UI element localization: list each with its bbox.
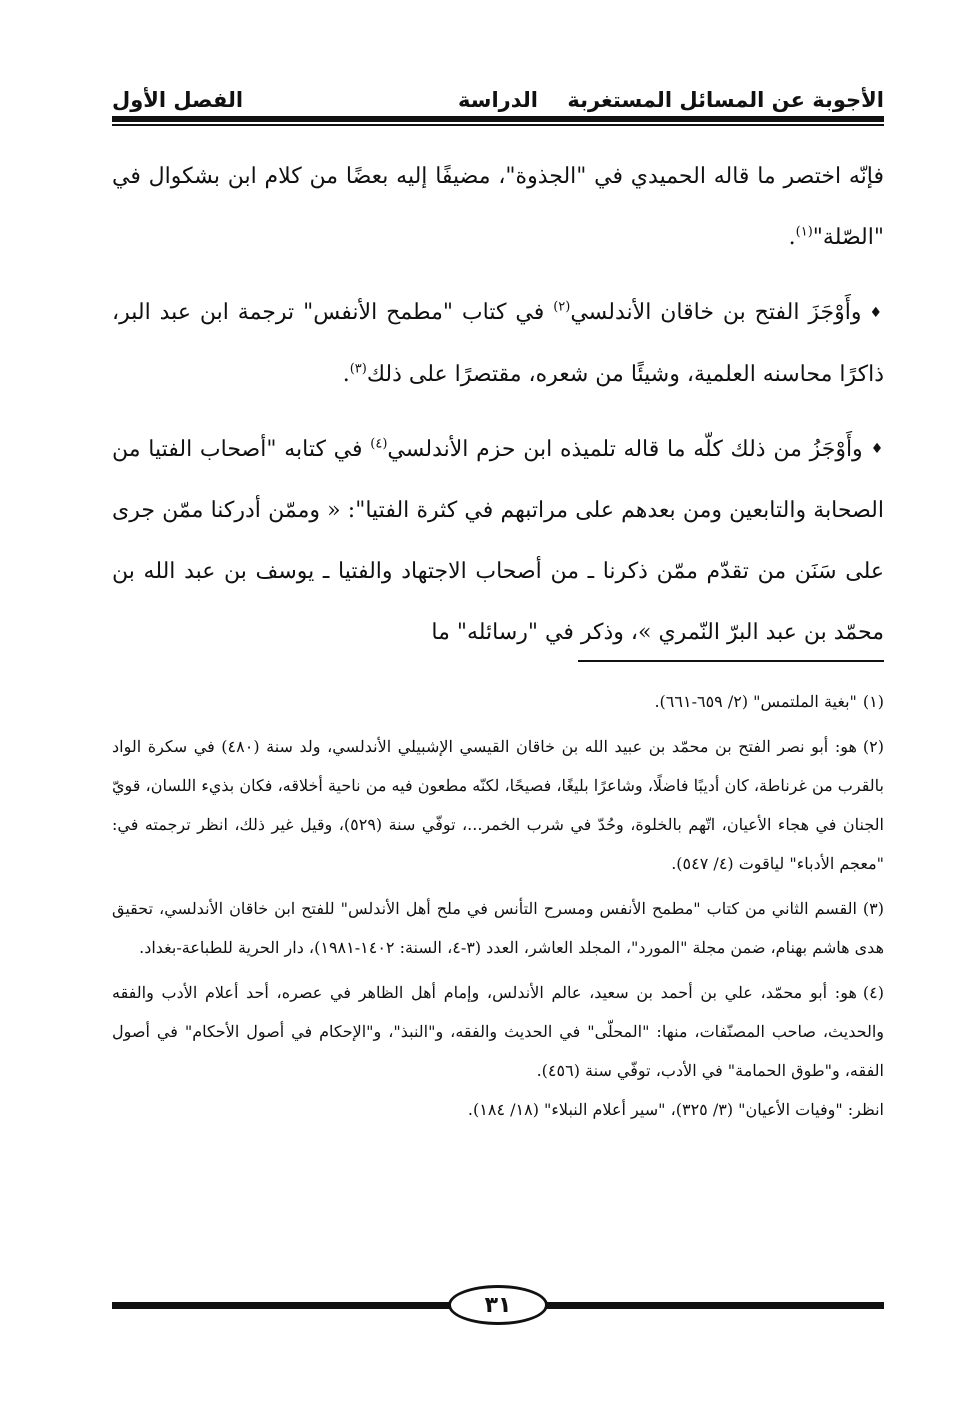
footnote-3: (٣)القسم الثاني من كتاب "مطمح الأنفس ومسرح التأنس في ملح أهل الأندلس" للفتح ابن خاقان الأندلسي، تحقيق هدى هاشم بهنام، ضمن مجلة "المورد"، المجلد العاشر، العدد (٣-٤، السنة: ١٤٠٢-١٩٨١)، دار الحرية للطباعة-بغداد. bbox=[112, 899, 884, 957]
footer-rule-left bbox=[112, 1302, 450, 1309]
main-text bbox=[112, 146, 884, 663]
chapter-title: الفصل الأول bbox=[112, 88, 244, 112]
footnote-1: (١)"بغية الملتمس" (٢/ ٦٥٩-٦٦١). bbox=[654, 692, 884, 711]
footer-rule-right bbox=[546, 1302, 884, 1309]
diamond-bullet-icon: ♦ bbox=[870, 441, 884, 457]
paragraph-3: ♦وأَوْجَزُ من ذلك كلّه ما قاله تلميذه ابن حزم الأندلسي$^{(٤)}$ في كتابه "أصحاب الفتيا من الصحابة والتابعين ومن بعدهم على مراتبهم في كثرة الفتيا": « وممّن أدركنا ممّن جرى على سَنَن من تقدّم ممّن ذكرنا ـ من أصحاب الاجتهاد والفتيا ـ يوسف بن عبد الله بن محمّد بن عبد البرّ النّمري »، وذكر في "رسائله" ما bbox=[112, 436, 884, 645]
paragraph-1: فإنّه اختصر ما قاله الحميدي في "الجذوة"، مضيفًا إليه بعضًا من كلام ابن بشكوال في "الصّلة"$^{(١)}$. bbox=[112, 164, 884, 250]
footnote-ref-1[interactable]: (١) bbox=[795, 224, 813, 240]
footnote-separator bbox=[578, 660, 884, 662]
section-title: الدراسة bbox=[458, 88, 538, 112]
footnotes bbox=[112, 682, 884, 1129]
diamond-bullet-icon: ♦ bbox=[869, 304, 884, 321]
footnote-4: (٤)هو: أبو محمّد، علي بن أحمد بن سعيد، عالم الأندلس، وإمام أهل الظاهر في عصره، أحد أعلام الأدب والفقه والحديث، صاحب المصنّفات، منها: "المحلّى" في الحديث والفقه، و"النبذ"، و"الإحكام في أصول الأحكام" في أصول الفقه، و"طوق الحمامة" في الأدب، توفّي سنة (٤٥٦). bbox=[112, 983, 884, 1080]
footnote-ref-2[interactable]: (٢) bbox=[553, 299, 571, 315]
footnote-ref-3[interactable]: (٣) bbox=[349, 361, 367, 377]
book-title: الأجوبة عن المسائل المستغربة bbox=[567, 88, 884, 112]
header-rule-thick bbox=[112, 116, 884, 122]
footnote-4-sources: انظر: "وفيات الأعيان" (٣/ ٣٢٥)، "سير أعلام النبلاء" (١٨/ ١٨٤). bbox=[467, 1100, 884, 1119]
header-rule-thin bbox=[112, 124, 884, 126]
paragraph-2: ♦وأَوْجَزَ الفتح بن خاقان الأندلسي$^{(٢)}$ في كتاب "مطمح الأنفس" ترجمة ابن عبد البر، ذاكرًا محاسنه العلمية، وشيئًا من شعره، مقتصرًا على ذلك$^{(٣)}$. bbox=[112, 299, 884, 387]
footnote-ref-4[interactable]: (٤) bbox=[370, 436, 388, 452]
page-number: ٣١ bbox=[448, 1285, 548, 1325]
running-header bbox=[112, 72, 884, 112]
footnote-2: (٢)هو: أبو نصر الفتح بن محمّد بن عبيد الله بن خاقان القيسي الإشبيلي الأندلسي، ولد سنة (٤٨٠) في سكرة الواد بالقرب من غرناطة، كان أديبًا فاضلًا، وشاعرًا بليغًا، فصيحًا، لكنّه مطعون فيه من ناحية أخلاقه، فكان بذيء اللسان، قويّ الجنان في هجاء الأعيان، اتّهم بالخلوة، وحُدّ في شرب الخمر...، توفّي سنة (٥٢٩)، وقيل غير ذلك، انظر ترجمته في: "معجم الأدباء" لياقوت (٤/ ٥٤٧). bbox=[112, 737, 885, 873]
page-footer bbox=[112, 1285, 884, 1325]
